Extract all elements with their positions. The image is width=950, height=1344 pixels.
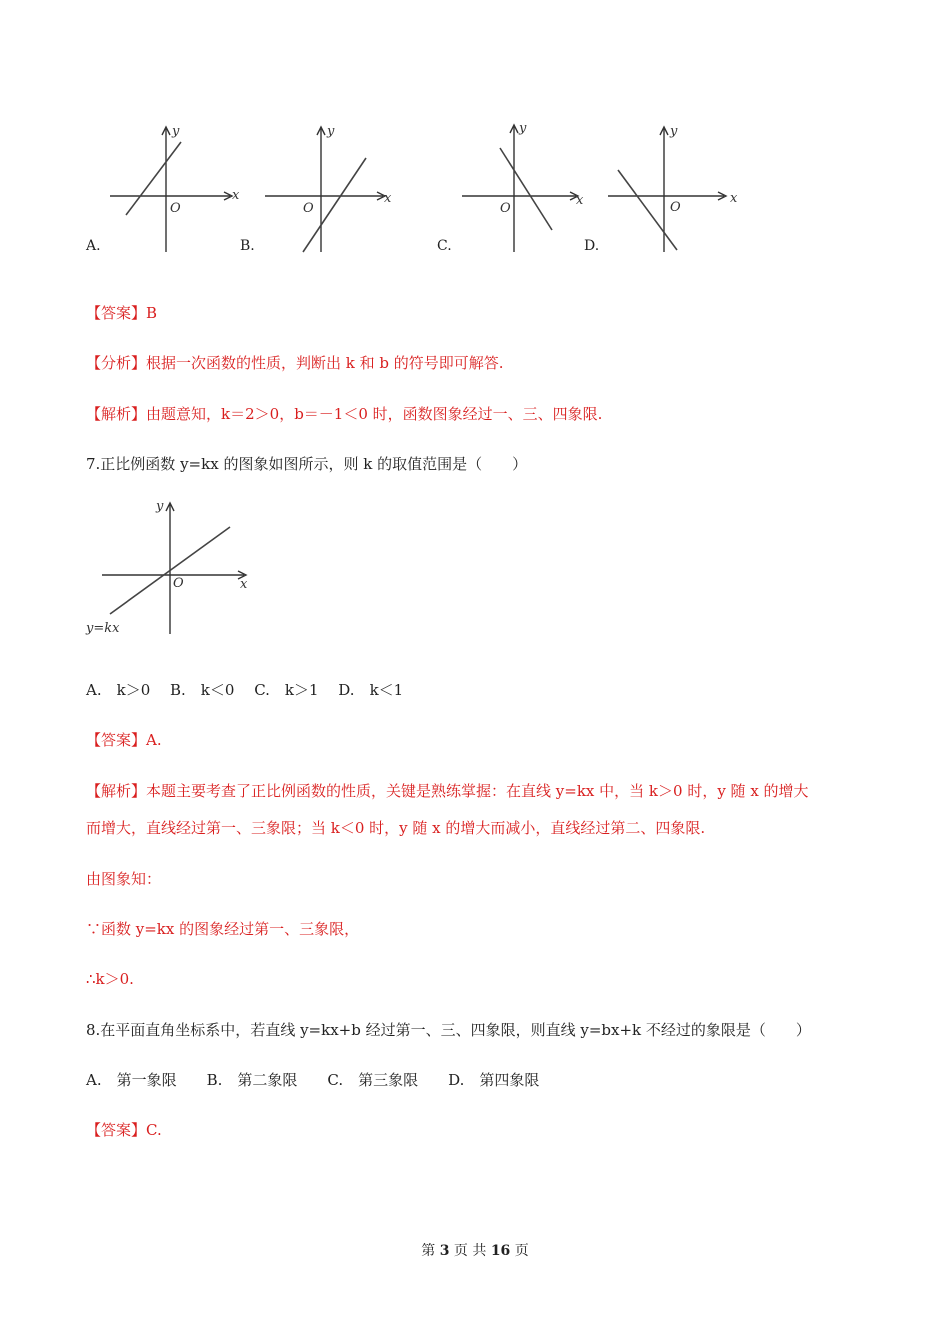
graph-d-svg — [606, 122, 746, 257]
q8-answer — [86, 1120, 162, 1140]
origin-label: O — [500, 201, 511, 216]
graph-a-svg — [108, 122, 248, 257]
q7-step1: 由图象知： — [86, 870, 162, 888]
function-line — [500, 148, 552, 230]
q7-step2: ∵函数 y=kx 的图象经过第一、三象限， — [86, 920, 360, 938]
origin-label: O — [670, 200, 681, 215]
analysis-tag: 【分析】 — [86, 354, 147, 372]
footer-suffix: 页 — [514, 1243, 529, 1259]
footer-total-pages: 16 — [490, 1243, 511, 1259]
answer-text: A. — [146, 731, 162, 749]
option-c-label: C. — [437, 238, 452, 254]
q8-question: 8.在平面直角坐标系中，若直线 y=kx+b 经过第一、三、四象限，则直线 y=bx+k 不经过的象限是（ ） — [86, 1021, 811, 1039]
option-b-graph — [263, 122, 403, 257]
y-label: y — [519, 121, 527, 136]
answer-text: B — [146, 304, 158, 322]
q6-solution — [86, 404, 602, 424]
q7-answer — [86, 730, 162, 750]
footer-prefix: 第 — [421, 1243, 436, 1259]
answer-tag: 【答案】 — [86, 731, 147, 749]
q7-choices: A. k＞0 B. k＜0 C. k＞1 D. k＜1 — [86, 681, 404, 699]
q6-answer — [86, 303, 157, 323]
x-label: x — [384, 191, 392, 206]
option-d-label: D. — [584, 238, 600, 254]
option-b-label: B. — [240, 238, 255, 254]
analysis-text: 根据一次函数的性质，判断出 k 和 b 的符号即可解答. — [146, 354, 504, 372]
answer-tag: 【答案】 — [86, 304, 147, 322]
option-c-graph — [460, 118, 600, 257]
q7-question: 7.正比例函数 y=kx 的图象如图所示，则 k 的取值范围是（ ） — [86, 455, 528, 473]
answer-tag: 【答案】 — [86, 1121, 147, 1139]
y-label: y — [327, 124, 335, 139]
footer-page-number: 3 — [439, 1243, 450, 1259]
page-footer — [0, 1240, 950, 1260]
option-a-graph — [108, 122, 248, 257]
answer-text: C. — [146, 1121, 162, 1139]
solution-tag: 【解析】 — [86, 405, 147, 423]
q7-solution-line2: 而增大，直线经过第一、三象限；当 k＜0 时，y 随 x 的增大而减小，直线经过第二、四象限. — [86, 819, 706, 837]
q7-step3: ∴k＞0. — [86, 970, 134, 988]
graph-b-svg — [263, 122, 403, 257]
y-label: y — [156, 499, 164, 514]
x-label: x — [576, 193, 584, 208]
q7-solution — [86, 781, 809, 801]
origin-label: O — [170, 201, 181, 216]
solution-tag: 【解析】 — [86, 782, 147, 800]
q6-analysis — [86, 353, 504, 373]
x-label: x — [232, 188, 240, 203]
option-a-label: A. — [86, 238, 101, 254]
y-label: y — [670, 124, 678, 139]
footer-middle: 页 共 — [453, 1243, 487, 1259]
x-label: x — [730, 191, 738, 206]
graph-c-svg — [460, 118, 600, 257]
solution-text: 由题意知，k＝2＞0，b＝－1＜0 时，函数图象经过一、三、四象限. — [146, 405, 603, 423]
origin-label: O — [303, 201, 314, 216]
q7-graph-svg — [84, 494, 264, 644]
x-label: x — [240, 577, 248, 592]
y-label: y — [172, 124, 180, 139]
function-line — [618, 170, 677, 250]
line-label: y=kx — [86, 621, 120, 636]
q8-choices: A. 第一象限 B. 第二象限 C. 第三象限 D. 第四象限 — [86, 1071, 540, 1089]
q7-graph — [84, 494, 264, 644]
solution-text-1: 本题主要考查了正比例函数的性质，关键是熟练掌握：在直线 y=kx 中，当 k＞0 时，y 随 x 的增大 — [146, 782, 809, 800]
option-d-graph — [606, 122, 746, 257]
origin-label: O — [173, 576, 184, 591]
